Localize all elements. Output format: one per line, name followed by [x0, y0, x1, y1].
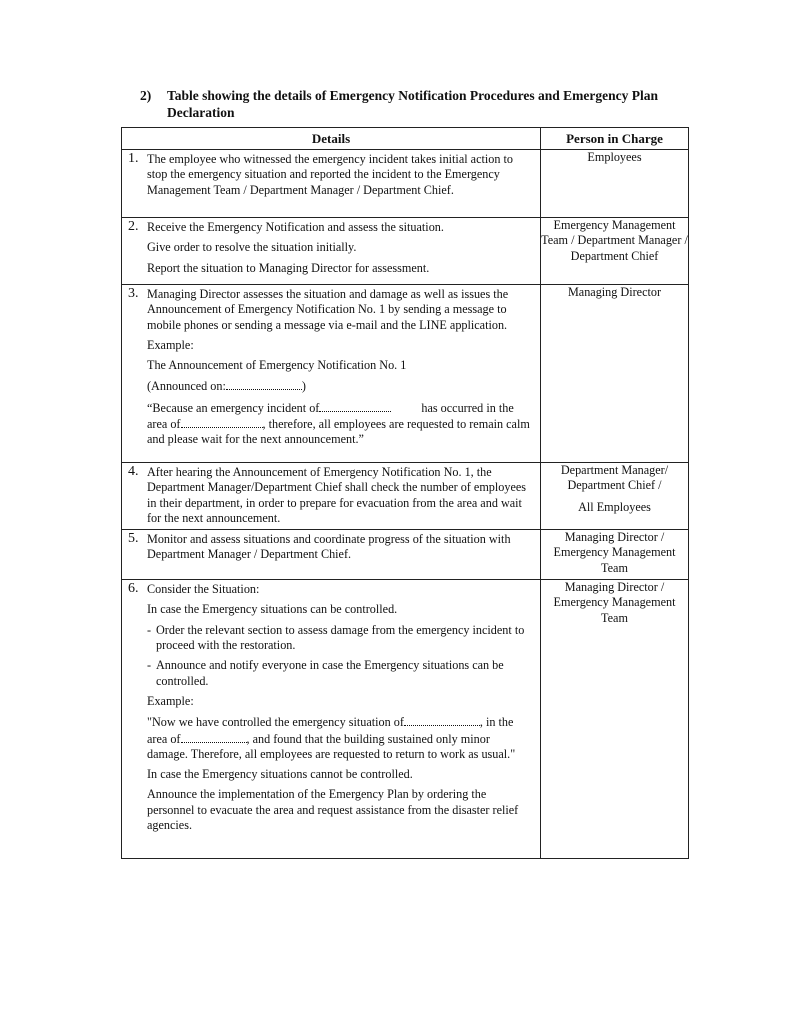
- table-row: [122, 463, 689, 530]
- person-cell: [541, 580, 689, 859]
- announced-on-prefix: (Announced on:: [147, 379, 226, 394]
- step-number: 3.: [128, 286, 139, 301]
- announced-on-line: [147, 378, 532, 394]
- area-blank: [181, 731, 247, 743]
- person-cell: [541, 150, 689, 218]
- procedure-table: [121, 127, 689, 859]
- section-heading: [140, 87, 700, 121]
- person-in-charge: Managing Director / Emergency Management Team: [553, 580, 676, 625]
- table-row: [122, 580, 689, 859]
- bullet-dash: -: [147, 622, 152, 637]
- quote-text: “Because an emergency incident of: [147, 400, 320, 415]
- details-cell: [122, 463, 541, 530]
- example-label: Example:: [147, 693, 194, 708]
- bullet-text: Order the relevant section to assess damage from the emergency incident to proceed with the restoration.: [156, 622, 525, 653]
- step-text: Consider the Situation:: [147, 582, 260, 597]
- person-cell: [541, 285, 689, 463]
- case-controlled: In case the Emergency situations can be controlled.: [147, 602, 398, 617]
- person-in-charge: Managing Director / Emergency Management Team: [553, 530, 676, 575]
- table-row: [122, 218, 689, 285]
- step-number: 5.: [128, 531, 139, 547]
- person-in-charge: Managing Director: [567, 285, 662, 299]
- quote-text: has occurred in the area of: [147, 400, 514, 432]
- table-row: [122, 530, 689, 580]
- situation-blank: [404, 714, 480, 726]
- details-cell: [122, 530, 541, 580]
- step-number: 2.: [128, 219, 139, 234]
- date-blank: [226, 378, 302, 390]
- table-row: [122, 285, 689, 463]
- step-line: Give order to resolve the situation initially.: [147, 240, 357, 255]
- section-title: Table showing the details of Emergency Notification Procedures and Emergency Plan Declaration: [167, 88, 658, 120]
- area-blank: [181, 416, 263, 428]
- announced-on-suffix: ): [301, 379, 306, 394]
- details-column-header: Details: [122, 128, 541, 150]
- bullet-item: [147, 623, 532, 654]
- person-in-charge: All Employees: [578, 499, 651, 514]
- step-line: Receive the Emergency Notification and assess the situation.: [147, 220, 444, 234]
- announcement-title: The Announcement of Emergency Notification No. 1: [147, 358, 407, 373]
- person-cell: [541, 218, 689, 285]
- step-text: Managing Director assesses the situation and damage as well as issues the Announcement of Emergency Notification No. 1 by sending a message to mobile phones or sending a message via e-mail and the LINE application.: [147, 287, 509, 332]
- quote-text: , therefore, all employees are requested to remain calm and please wait for the next announcement.”: [147, 417, 530, 447]
- person-cell: [541, 463, 689, 530]
- details-cell: [122, 580, 541, 859]
- final-action: Announce the implementation of the Emergency Plan by ordering the personnel to evacuate the area and request assistance from the disaster relief agencies.: [147, 787, 519, 833]
- step-text: After hearing the Announcement of Emergency Notification No. 1, the Department Manager/Department Chief shall check the number of employees in their department, in order to prepare for evacuation from the area and wait for the next announcement.: [147, 465, 527, 525]
- person-in-charge: Department Manager/ Department Chief /: [560, 463, 669, 493]
- bullet-dash: -: [147, 658, 152, 673]
- step-number: 4.: [128, 464, 139, 479]
- person-column-header: Person in Charge: [541, 128, 689, 150]
- details-cell: [122, 150, 541, 218]
- bullet-text: Announce and notify everyone in case the Emergency situations can be controlled.: [156, 658, 504, 688]
- step-number: 6.: [128, 581, 139, 597]
- details-cell: [122, 218, 541, 285]
- person-in-charge: Emergency Management Team / Department Manager / Department Chief: [541, 218, 688, 263]
- incident-blank: [319, 400, 391, 412]
- announcement-quote: [147, 400, 532, 448]
- table-header-row: [122, 128, 689, 150]
- step-text: The employee who witnessed the emergency incident takes initial action to stop the emergency situation and reported the incident to the Emergency Management Team / Department Manager / Department Chief.: [147, 152, 513, 197]
- person-in-charge: Employees: [587, 150, 642, 164]
- quote-text: , and found that the building sustained only minor damage. Therefore, all employees are requested to return to work as usual.": [147, 731, 516, 761]
- step-text: Monitor and assess situations and coordinate progress of the situation with Department Manager / Department Chief.: [147, 532, 511, 562]
- bullet-item: [147, 658, 532, 689]
- section-number: 2): [140, 88, 152, 103]
- table-row: [122, 150, 689, 218]
- person-cell: [541, 530, 689, 580]
- example-label: Example:: [147, 337, 194, 352]
- step-line: Report the situation to Managing Director for assessment.: [147, 260, 430, 275]
- step-number: 1.: [128, 151, 139, 166]
- quote-text: , in the area of: [147, 715, 514, 746]
- case-not-controlled: In case the Emergency situations cannot be controlled.: [147, 767, 413, 782]
- announcement-quote: [147, 714, 532, 762]
- details-cell: [122, 285, 541, 463]
- quote-text: "Now we have controlled the emergency situation of: [147, 715, 404, 730]
